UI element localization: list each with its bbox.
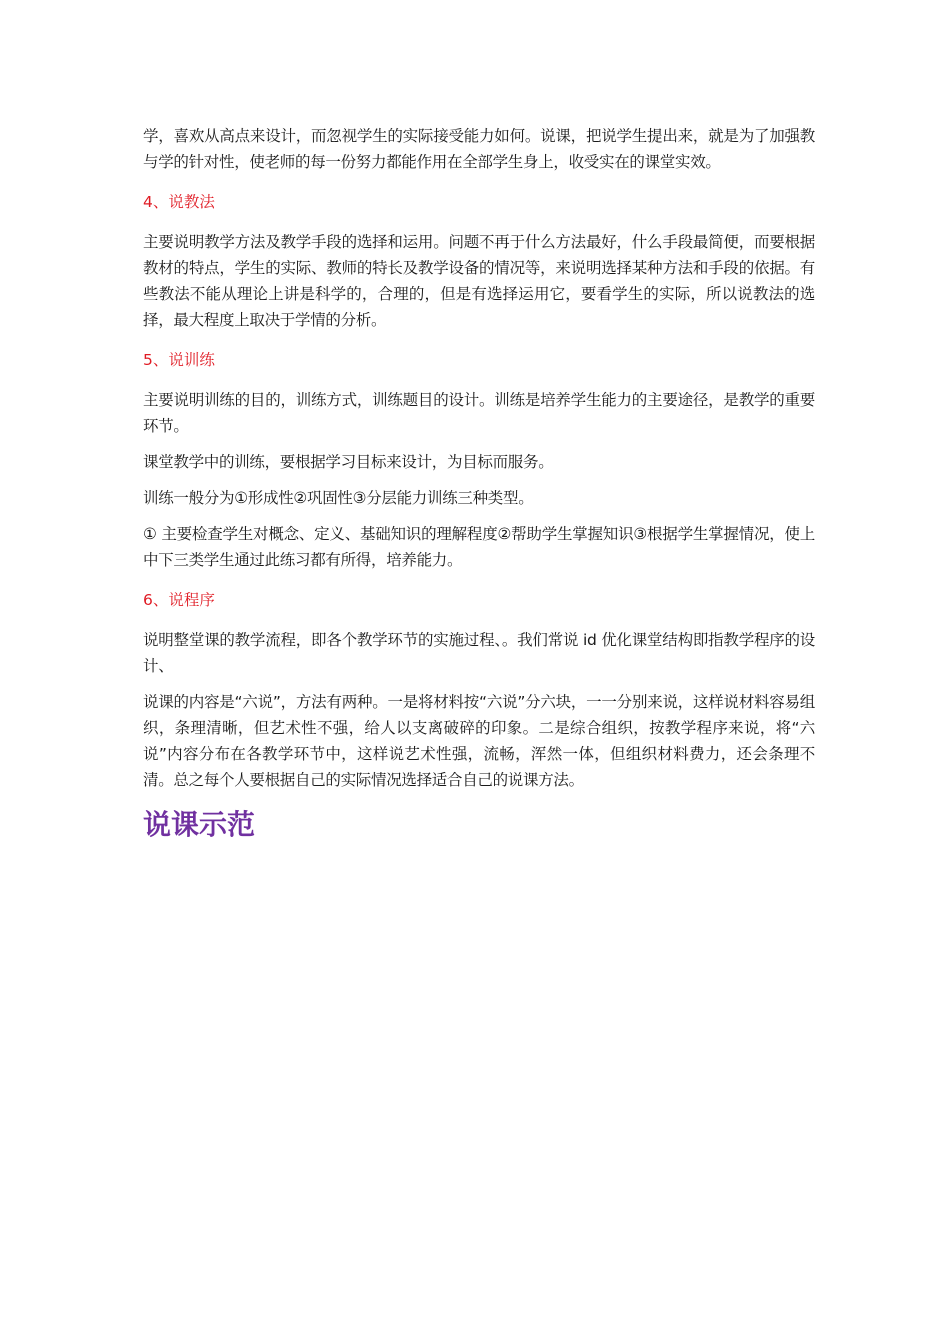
heading-procedure: 6、说程序 xyxy=(143,591,215,609)
paragraph-procedure: 说明整堂课的教学流程，即各个教学环节的实施过程、。我们常说 id 优化课堂结构即指教学程序的设计、 xyxy=(143,631,815,675)
paragraph-six-points: 说课的内容是“六说”，方法有两种。一是将材料按“六说”分六块，一一分别来说，这样说材料容易组织，条理清晰，但艺术性不强，给人以支离破碎的印象。二是综合组织，按教学程序来说，将“六说”内容分布在各教学环节中，这样说艺术性强，流畅，浑然一体，但组织材料费力，还会条理不清。总之每个人要根据自己的实际情况选择适合自己的说课方法。 xyxy=(143,693,815,789)
paragraph-student-analysis: 学，喜欢从高点来设计，而忽视学生的实际接受能力如何。说课，把说学生提出来，就是为了加强教与学的针对性，使老师的每一份努力都能作用在全部学生身上，收受实在的课堂实效。 xyxy=(143,127,815,171)
heading-teaching-method: 4、说教法 xyxy=(143,193,215,211)
section-title: 说课示范 xyxy=(143,808,256,841)
paragraph-training-design: 课堂教学中的训练，要根据学习目标来设计，为目标而服务。 xyxy=(143,453,554,471)
paragraph-training-details: ① 主要检查学生对概念、定义、基础知识的理解程度②帮助学生掌握知识③根据学生掌握情况，使上中下三类学生通过此练习都有所得，培养能力。 xyxy=(143,525,815,569)
paragraph-training-types: 训练一般分为①形成性②巩固性③分层能力训练三种类型。 xyxy=(143,489,534,507)
heading-training: 5、说训练 xyxy=(143,351,215,369)
paragraph-training-purpose: 主要说明训练的目的，训练方式，训练题目的设计。训练是培养学生能力的主要途径，是教学的重要环节。 xyxy=(143,391,815,435)
document-page xyxy=(143,123,815,843)
paragraph-teaching-method: 主要说明教学方法及教学手段的选择和运用。问题不再于什么方法最好，什么手段最简便，而要根据教材的特点，学生的实际、教师的特长及教学设备的情况等，来说明选择某种方法和手段的依据。有些教法不能从理论上讲是科学的，合理的，但是有选择运用它，要看学生的实际，所以说教法的选择，最大程度上取决于学情的分析。 xyxy=(143,233,815,329)
